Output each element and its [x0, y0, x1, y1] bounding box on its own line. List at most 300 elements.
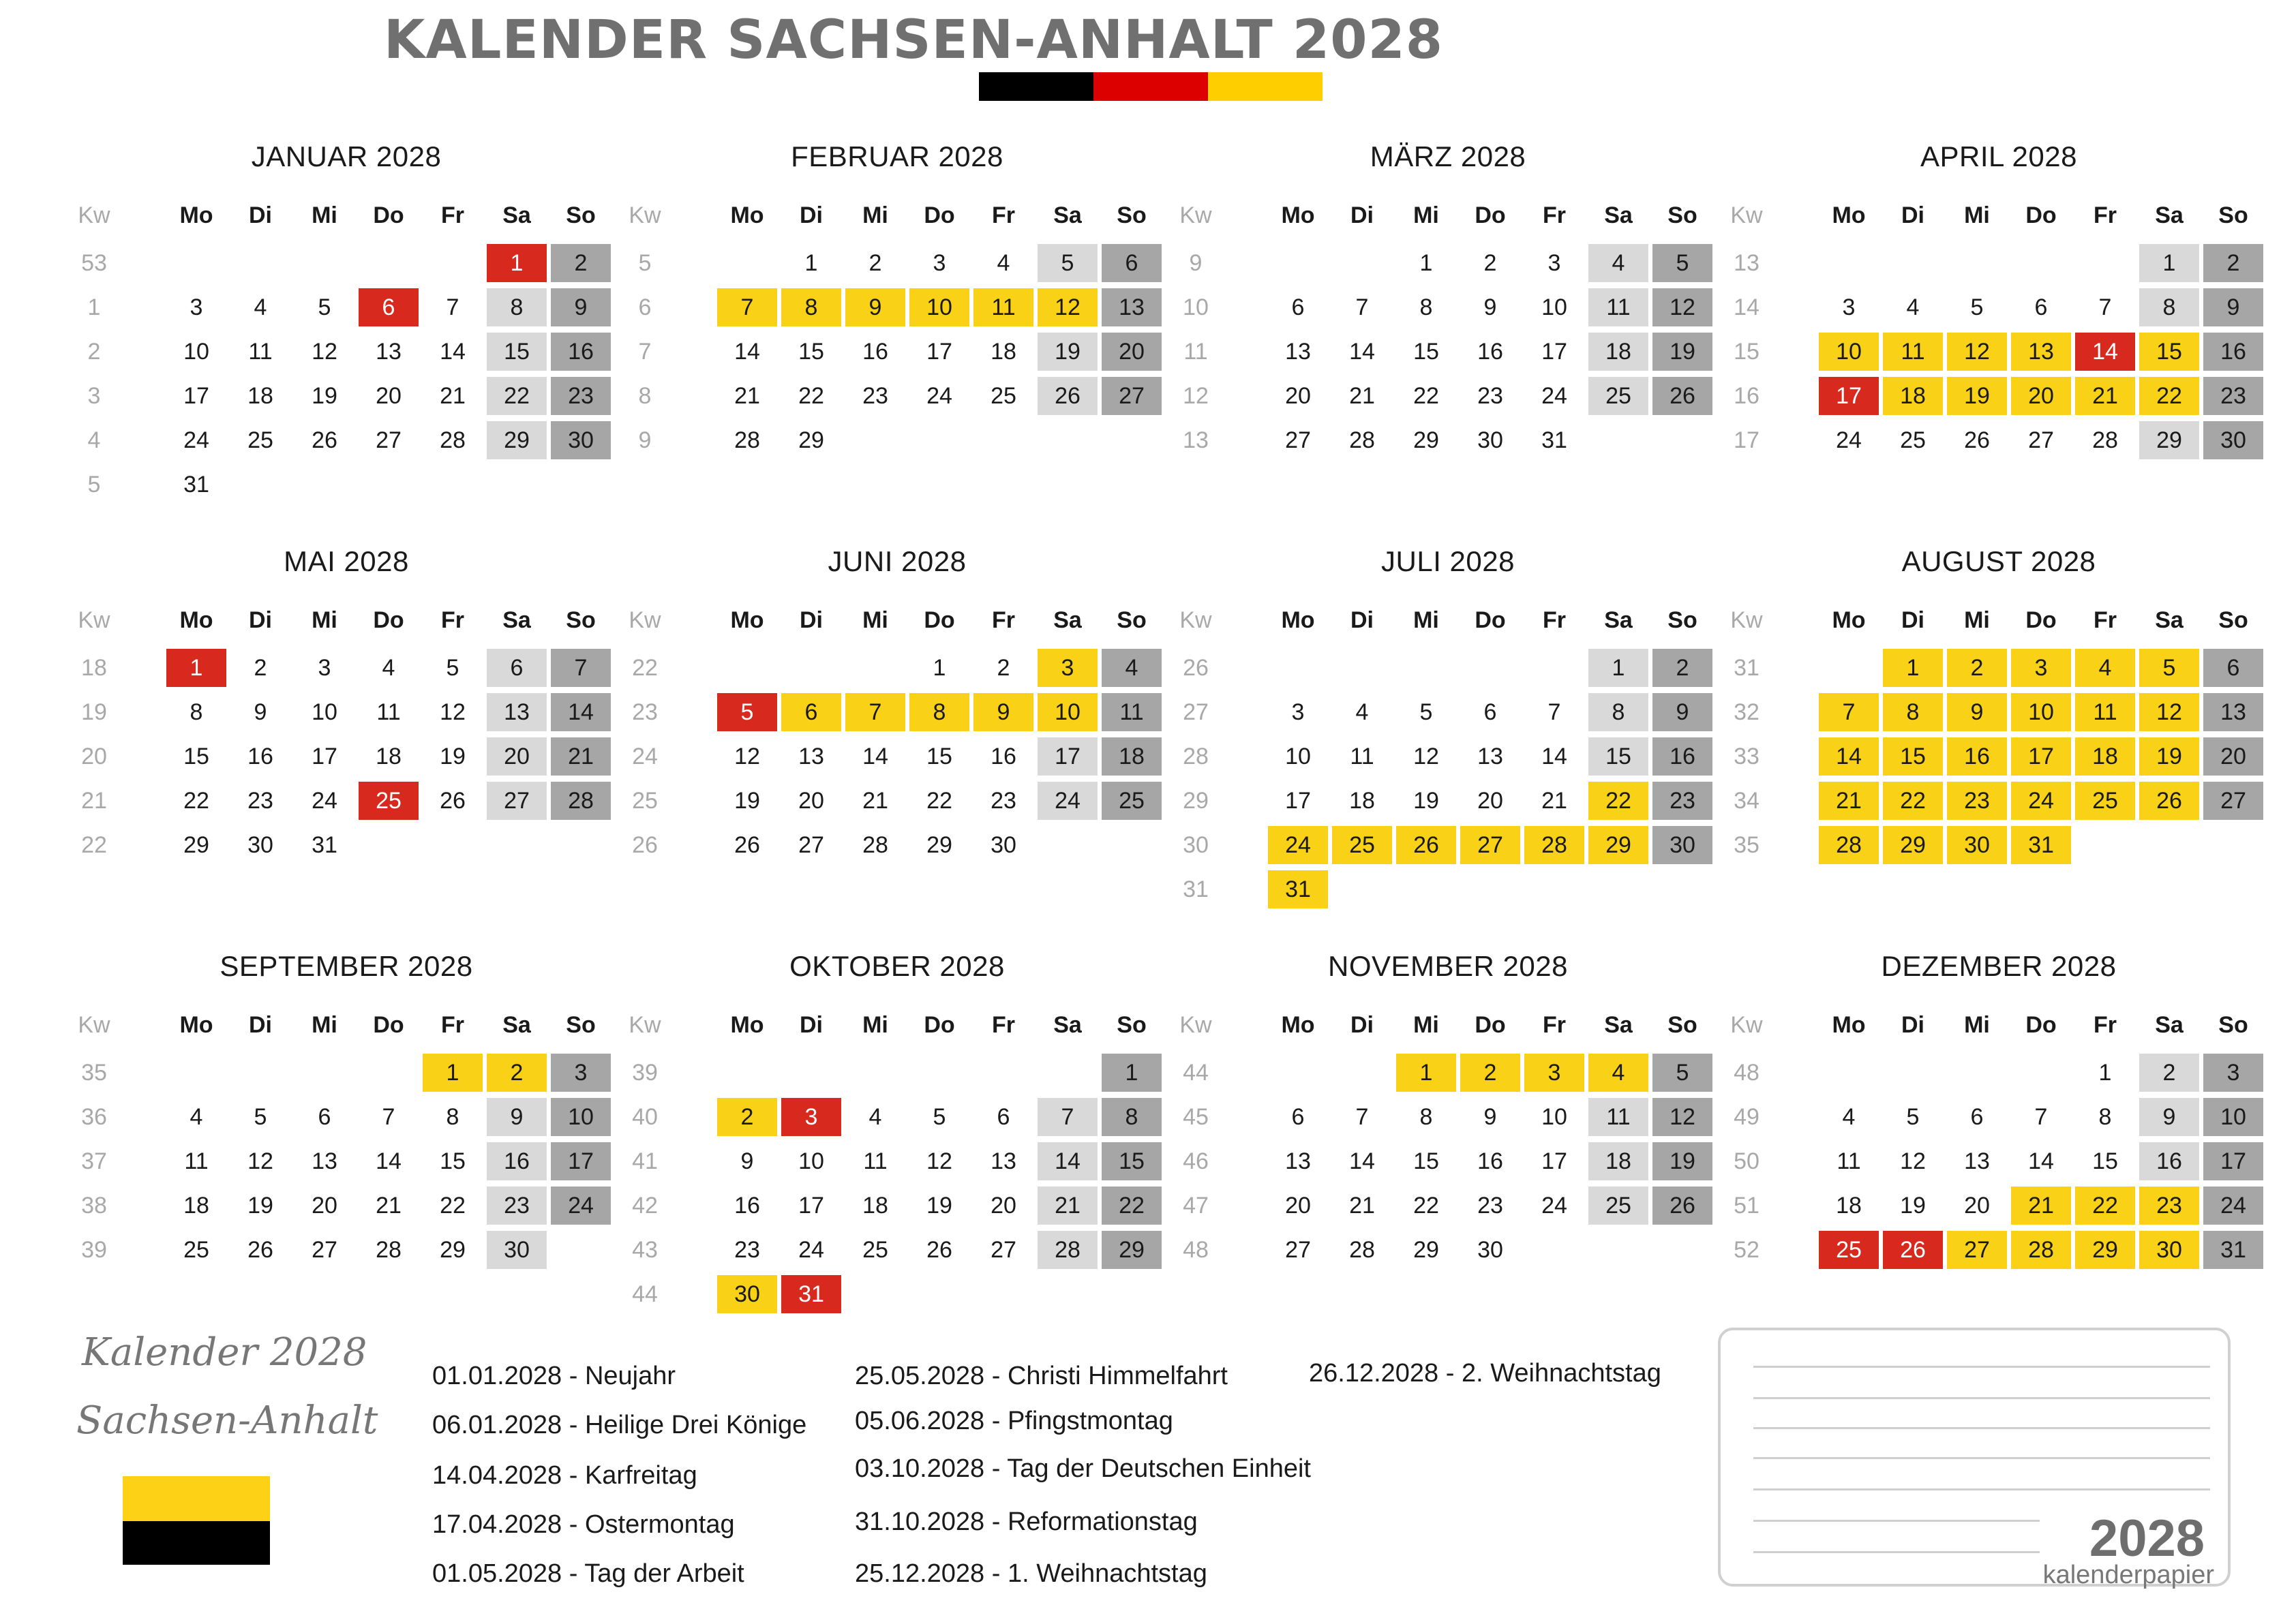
- day-cell: 3: [1547, 250, 1561, 276]
- day-cell: 9: [1652, 693, 1712, 731]
- weekday-header: Mo: [179, 1012, 213, 1038]
- day-cell: 30: [2139, 1231, 2199, 1269]
- holiday-item: 25.12.2028 - 1. Weihnachtstag: [855, 1559, 1207, 1588]
- month-title: AUGUST 2028: [1901, 545, 2096, 577]
- week-number: 37: [81, 1148, 107, 1174]
- day-cell: 30: [1652, 826, 1712, 864]
- day-cell: 17: [1541, 339, 1567, 365]
- month-title: MÄRZ 2028: [1370, 140, 1526, 172]
- day-cell: 25: [2075, 782, 2135, 820]
- day-cell: 21: [1819, 782, 1879, 820]
- day-cell: 24: [312, 788, 337, 814]
- day-cell: 17: [798, 1193, 824, 1219]
- day-cell: 16: [2203, 333, 2263, 371]
- weekday-header: Di: [1901, 202, 1924, 228]
- weekday-header: Do: [2025, 607, 2057, 633]
- day-cell: 19: [312, 383, 337, 409]
- month-title: JANUAR 2028: [251, 140, 442, 172]
- week-number: 11: [1183, 339, 1208, 365]
- day-cell: 16: [2139, 1142, 2199, 1180]
- day-cell: 18: [862, 1193, 888, 1219]
- weekday-header: Sa: [1053, 607, 1082, 633]
- day-cell: 8: [1419, 1104, 1433, 1130]
- day-cell: 25: [359, 782, 419, 820]
- day-cell: 21: [2075, 377, 2135, 415]
- day-cell: 17: [1038, 737, 1098, 776]
- day-cell: 11: [184, 1148, 209, 1174]
- day-cell: 28: [440, 427, 466, 453]
- day-cell: 11: [376, 699, 401, 725]
- week-number: 38: [81, 1193, 107, 1219]
- day-cell: 19: [2139, 737, 2199, 776]
- day-cell: 14: [862, 744, 888, 769]
- day-cell: 14: [1038, 1142, 1098, 1180]
- day-cell: 25: [1900, 427, 1926, 453]
- weekday-header: Do: [2025, 202, 2057, 228]
- day-cell: 20: [2203, 737, 2263, 776]
- day-cell: 5: [1419, 699, 1433, 725]
- day-cell: 13: [1102, 288, 1162, 326]
- notes-line: [1753, 1488, 2210, 1490]
- day-cell: 27: [376, 427, 402, 453]
- day-cell: 12: [2139, 693, 2199, 731]
- day-cell: 2: [487, 1054, 547, 1092]
- day-cell: 2: [1652, 649, 1712, 687]
- day-cell: 22: [2075, 1187, 2135, 1225]
- month-title: FEBRUAR 2028: [791, 140, 1003, 172]
- weekday-header: Do: [924, 202, 955, 228]
- weekday-header: Sa: [1604, 607, 1633, 633]
- day-cell: 29: [1102, 1231, 1162, 1269]
- weekday-header: So: [2218, 202, 2248, 228]
- legend-title-line2: Sachsen-Anhalt: [76, 1398, 378, 1443]
- week-number: 23: [632, 699, 658, 725]
- day-cell: 30: [487, 1231, 547, 1269]
- holiday-item: 26.12.2028 - 2. Weihnachtstag: [1309, 1359, 1661, 1388]
- day-cell: 11: [973, 288, 1033, 326]
- day-cell: 19: [247, 1193, 273, 1219]
- day-cell: 21: [734, 383, 760, 409]
- weekday-header: Mo: [1832, 202, 1866, 228]
- day-cell: 18: [1102, 737, 1162, 776]
- day-cell: 3: [318, 655, 331, 681]
- day-cell: 16: [1477, 1148, 1503, 1174]
- weekday-header: Mi: [862, 1012, 888, 1038]
- day-cell: 5: [2139, 649, 2199, 687]
- weekday-header: Fr: [992, 1012, 1015, 1038]
- day-cell: 1: [1102, 1054, 1162, 1092]
- day-cell: 12: [1413, 744, 1439, 769]
- week-number-header: Kw: [1730, 202, 1763, 228]
- week-number-header: Kw: [78, 1012, 110, 1038]
- day-cell: 31: [183, 472, 209, 498]
- day-cell: 23: [2203, 377, 2263, 415]
- day-cell: 15: [1413, 1148, 1439, 1174]
- day-cell: 24: [1038, 782, 1098, 820]
- notes-line: [1753, 1397, 2210, 1399]
- day-cell: 10: [1819, 333, 1879, 371]
- flag-gold-stripe: [1208, 72, 1323, 101]
- day-cell: 21: [1038, 1187, 1098, 1225]
- weekday-header: Do: [373, 1012, 404, 1038]
- weekday-header: So: [1117, 202, 1147, 228]
- day-cell: 14: [1349, 1148, 1375, 1174]
- weekday-header: Do: [1475, 202, 1506, 228]
- day-cell: 13: [991, 1148, 1016, 1174]
- weekday-header: Do: [1475, 607, 1506, 633]
- holiday-item: 03.10.2028 - Tag der Deutschen Einheit: [855, 1454, 1311, 1483]
- day-cell: 29: [1883, 826, 1943, 864]
- weekday-header: Fr: [441, 607, 464, 633]
- weekday-header: Fr: [2094, 1012, 2117, 1038]
- day-cell: 23: [2139, 1187, 2199, 1225]
- day-cell: 22: [1413, 383, 1439, 409]
- day-cell: 12: [312, 339, 337, 365]
- day-cell: 29: [440, 1237, 466, 1263]
- day-cell: 15: [440, 1148, 466, 1174]
- day-cell: 26: [1883, 1231, 1943, 1269]
- day-cell: 27: [1285, 1237, 1311, 1263]
- week-number: 13: [1734, 250, 1759, 276]
- day-cell: 7: [1355, 294, 1369, 320]
- day-cell: 4: [1588, 244, 1648, 282]
- day-cell: 14: [1349, 339, 1375, 365]
- day-cell: 3: [1842, 294, 1856, 320]
- weekday-header: Mi: [1413, 607, 1439, 633]
- day-cell: 26: [2139, 782, 2199, 820]
- weekday-header: So: [566, 607, 596, 633]
- day-cell: 12: [247, 1148, 273, 1174]
- day-cell: 27: [1460, 826, 1520, 864]
- day-cell: 3: [933, 250, 946, 276]
- day-cell: 5: [1652, 1054, 1712, 1092]
- week-number: 22: [632, 655, 658, 681]
- day-cell: 10: [2203, 1098, 2263, 1136]
- day-cell: 13: [2011, 333, 2071, 371]
- week-number: 10: [1183, 294, 1209, 320]
- day-cell: 26: [1396, 826, 1456, 864]
- day-cell: 1: [933, 655, 946, 681]
- week-number: 31: [1734, 655, 1759, 681]
- day-cell: 29: [1588, 826, 1648, 864]
- day-cell: 8: [190, 699, 203, 725]
- holiday-item: 17.04.2028 - Ostermontag: [432, 1510, 735, 1539]
- day-cell: 17: [926, 339, 952, 365]
- week-number: 3: [87, 383, 101, 409]
- weekday-header: Sa: [502, 607, 531, 633]
- day-cell: 5: [254, 1104, 267, 1130]
- day-cell: 17: [1541, 1148, 1567, 1174]
- weekday-header: Di: [1350, 607, 1374, 633]
- day-cell: 9: [973, 693, 1033, 731]
- day-cell: 28: [2092, 427, 2118, 453]
- weekday-header: So: [2218, 1012, 2248, 1038]
- weekday-header: Mo: [179, 607, 213, 633]
- weekday-header: So: [566, 1012, 596, 1038]
- day-cell: 20: [1102, 333, 1162, 371]
- week-number: 8: [638, 383, 652, 409]
- day-cell: 11: [1837, 1148, 1861, 1174]
- month-title: JUNI 2028: [828, 545, 967, 577]
- notes-line: [1753, 1366, 2210, 1368]
- day-cell: 20: [487, 737, 547, 776]
- day-cell: 9: [1947, 693, 2007, 731]
- day-cell: 22: [926, 788, 952, 814]
- weekday-header: Di: [1901, 1012, 1924, 1038]
- day-cell: 4: [1906, 294, 1920, 320]
- weekday-header: So: [1667, 202, 1697, 228]
- weekday-header: Mi: [312, 202, 337, 228]
- week-number: 48: [1183, 1237, 1209, 1263]
- day-cell: 29: [798, 427, 824, 453]
- weekday-header: Di: [1350, 1012, 1374, 1038]
- day-cell: 7: [717, 288, 777, 326]
- day-cell: 15: [2092, 1148, 2118, 1174]
- day-cell: 2: [1460, 1054, 1520, 1092]
- day-cell: 8: [1419, 294, 1433, 320]
- week-number: 51: [1734, 1193, 1759, 1219]
- day-cell: 1: [1883, 649, 1943, 687]
- day-cell: 2: [254, 655, 267, 681]
- weekday-header: Do: [373, 202, 404, 228]
- state-flag-black: [123, 1521, 270, 1565]
- holiday-item: 01.05.2028 - Tag der Arbeit: [432, 1559, 744, 1588]
- day-cell: 5: [446, 655, 459, 681]
- month-title: NOVEMBER 2028: [1328, 950, 1568, 982]
- day-cell: 28: [1038, 1231, 1098, 1269]
- weekday-header: Sa: [2155, 607, 2184, 633]
- day-cell: 18: [183, 1193, 209, 1219]
- day-cell: 15: [1588, 737, 1648, 776]
- day-cell: 26: [440, 788, 466, 814]
- day-cell: 4: [997, 250, 1010, 276]
- day-cell: 16: [1477, 339, 1503, 365]
- holiday-item: 25.05.2028 - Christi Himmelfahrt: [855, 1362, 1228, 1390]
- day-cell: 28: [376, 1237, 402, 1263]
- month-title: APRIL 2028: [1920, 140, 2077, 172]
- day-cell: 27: [991, 1237, 1016, 1263]
- week-number: 14: [1734, 294, 1759, 320]
- day-cell: 13: [1285, 1148, 1311, 1174]
- month-title: SEPTEMBER 2028: [220, 950, 473, 982]
- day-cell: 17: [1819, 377, 1879, 415]
- day-cell: 24: [926, 383, 952, 409]
- week-number: 32: [1734, 699, 1759, 725]
- weekday-header: So: [1117, 607, 1147, 633]
- day-cell: 14: [551, 693, 611, 731]
- day-cell: 31: [2011, 826, 2071, 864]
- day-cell: 14: [2028, 1148, 2054, 1174]
- day-cell: 28: [1349, 1237, 1375, 1263]
- day-cell: 15: [926, 744, 952, 769]
- weekday-header: So: [2218, 607, 2248, 633]
- day-cell: 25: [1819, 1231, 1879, 1269]
- day-cell: 27: [2203, 782, 2263, 820]
- day-cell: 18: [247, 383, 273, 409]
- day-cell: 19: [1413, 788, 1439, 814]
- week-number: 49: [1734, 1104, 1759, 1130]
- day-cell: 17: [183, 383, 209, 409]
- day-cell: 10: [1038, 693, 1098, 731]
- brand-year: 2028: [2089, 1510, 2205, 1567]
- week-number: 5: [87, 472, 101, 498]
- day-cell: 23: [1652, 782, 1712, 820]
- day-cell: 19: [1038, 333, 1098, 371]
- day-cell: 1: [1396, 1054, 1456, 1092]
- brand-name: kalenderpapier: [2042, 1561, 2214, 1589]
- day-cell: 19: [1947, 377, 2007, 415]
- day-cell: 1: [423, 1054, 483, 1092]
- day-cell: 1: [804, 250, 818, 276]
- day-cell: 5: [933, 1104, 946, 1130]
- day-cell: 15: [183, 744, 209, 769]
- day-cell: 16: [1947, 737, 2007, 776]
- day-cell: 20: [1477, 788, 1503, 814]
- day-cell: 21: [1349, 1193, 1375, 1219]
- day-cell: 22: [1883, 782, 1943, 820]
- day-cell: 18: [1883, 377, 1943, 415]
- day-cell: 23: [1477, 1193, 1503, 1219]
- weekday-header: Sa: [502, 1012, 531, 1038]
- day-cell: 21: [1349, 383, 1375, 409]
- day-cell: 22: [798, 383, 824, 409]
- day-cell: 6: [2034, 294, 2048, 320]
- day-cell: 23: [487, 1187, 547, 1225]
- day-cell: 24: [1541, 383, 1567, 409]
- weekday-header: Fr: [441, 1012, 464, 1038]
- day-cell: 19: [1652, 1142, 1712, 1180]
- weekday-header: Mo: [1832, 607, 1866, 633]
- day-cell: 9: [845, 288, 905, 326]
- week-number-header: Kw: [78, 202, 110, 228]
- day-cell: 3: [551, 1054, 611, 1092]
- day-cell: 19: [1652, 333, 1712, 371]
- weekday-header: Fr: [441, 202, 464, 228]
- day-cell: 27: [487, 782, 547, 820]
- weekday-header: Mo: [730, 1012, 764, 1038]
- week-number: 44: [632, 1281, 658, 1307]
- day-cell: 26: [1038, 377, 1098, 415]
- day-cell: 7: [1819, 693, 1879, 731]
- week-number: 41: [632, 1148, 658, 1174]
- page-title: KALENDER SACHSEN-ANHALT 2028: [383, 10, 1444, 71]
- day-cell: 18: [1588, 1142, 1648, 1180]
- weekday-header: Mo: [1281, 1012, 1315, 1038]
- day-cell: 27: [2028, 427, 2054, 453]
- week-number: 34: [1734, 788, 1759, 814]
- day-cell: 13: [1285, 339, 1311, 365]
- flag-red-stripe: [1093, 72, 1208, 101]
- day-cell: 3: [190, 294, 203, 320]
- day-cell: 13: [1964, 1148, 1990, 1174]
- day-cell: 14: [734, 339, 760, 365]
- day-cell: 5: [318, 294, 331, 320]
- day-cell: 18: [1349, 788, 1375, 814]
- day-cell: 21: [376, 1193, 402, 1219]
- week-number: 47: [1183, 1193, 1209, 1219]
- day-cell: 11: [248, 339, 273, 365]
- day-cell: 12: [440, 699, 466, 725]
- weekday-header: Fr: [1543, 607, 1566, 633]
- weekday-header: So: [1667, 1012, 1697, 1038]
- day-cell: 7: [1355, 1104, 1369, 1130]
- day-cell: 26: [247, 1237, 273, 1263]
- week-number: 20: [81, 744, 107, 769]
- day-cell: 8: [1102, 1098, 1162, 1136]
- weekday-header: Mi: [1413, 1012, 1439, 1038]
- day-cell: 13: [798, 744, 824, 769]
- day-cell: 11: [1102, 693, 1162, 731]
- week-number: 7: [638, 339, 652, 365]
- day-cell: 16: [487, 1142, 547, 1180]
- holiday-item: 06.01.2028 - Heilige Drei Könige: [432, 1411, 807, 1439]
- weekday-header: So: [1117, 1012, 1147, 1038]
- week-number: 22: [81, 832, 107, 858]
- week-number: 31: [1183, 876, 1209, 902]
- day-cell: 3: [2203, 1054, 2263, 1092]
- day-cell: 23: [551, 377, 611, 415]
- day-cell: 18: [1836, 1193, 1862, 1219]
- day-cell: 17: [312, 744, 337, 769]
- week-number: 26: [632, 832, 658, 858]
- day-cell: 2: [997, 655, 1010, 681]
- weekday-header: Di: [800, 607, 823, 633]
- week-number: 39: [632, 1060, 658, 1086]
- day-cell: 29: [2075, 1231, 2135, 1269]
- day-cell: 20: [1964, 1193, 1990, 1219]
- day-cell: 16: [991, 744, 1016, 769]
- day-cell: 11: [1350, 744, 1374, 769]
- week-number: 46: [1183, 1148, 1209, 1174]
- day-cell: 21: [551, 737, 611, 776]
- week-number: 52: [1734, 1237, 1759, 1263]
- day-cell: 30: [1947, 826, 2007, 864]
- day-cell: 14: [440, 339, 466, 365]
- day-cell: 26: [734, 832, 760, 858]
- week-number: 40: [632, 1104, 658, 1130]
- day-cell: 10: [1541, 1104, 1567, 1130]
- week-number-header: Kw: [629, 202, 661, 228]
- legend-title-line1: Kalender 2028: [82, 1330, 367, 1375]
- day-cell: 2: [2139, 1054, 2199, 1092]
- day-cell: 25: [1588, 377, 1648, 415]
- day-cell: 9: [2203, 288, 2263, 326]
- day-cell: 10: [1541, 294, 1567, 320]
- day-cell: 8: [1883, 693, 1943, 731]
- weekday-header: Di: [249, 607, 272, 633]
- week-number: 42: [632, 1193, 658, 1219]
- day-cell: 24: [551, 1187, 611, 1225]
- day-cell: 14: [1819, 737, 1879, 776]
- day-cell: 1: [1588, 649, 1648, 687]
- day-cell: 12: [1947, 333, 2007, 371]
- weekday-header: Di: [1901, 607, 1924, 633]
- day-cell: 6: [781, 693, 841, 731]
- day-cell: 22: [183, 788, 209, 814]
- day-cell: 7: [2034, 1104, 2048, 1130]
- day-cell: 30: [551, 421, 611, 459]
- day-cell: 22: [1588, 782, 1648, 820]
- day-cell: 18: [376, 744, 402, 769]
- day-cell: 1: [2139, 244, 2199, 282]
- day-cell: 7: [551, 649, 611, 687]
- day-cell: 23: [1947, 782, 2007, 820]
- day-cell: 9: [1483, 1104, 1497, 1130]
- day-cell: 26: [1652, 1187, 1712, 1225]
- weekday-header: Fr: [992, 607, 1015, 633]
- week-number: 48: [1734, 1060, 1759, 1086]
- week-number: 24: [632, 744, 658, 769]
